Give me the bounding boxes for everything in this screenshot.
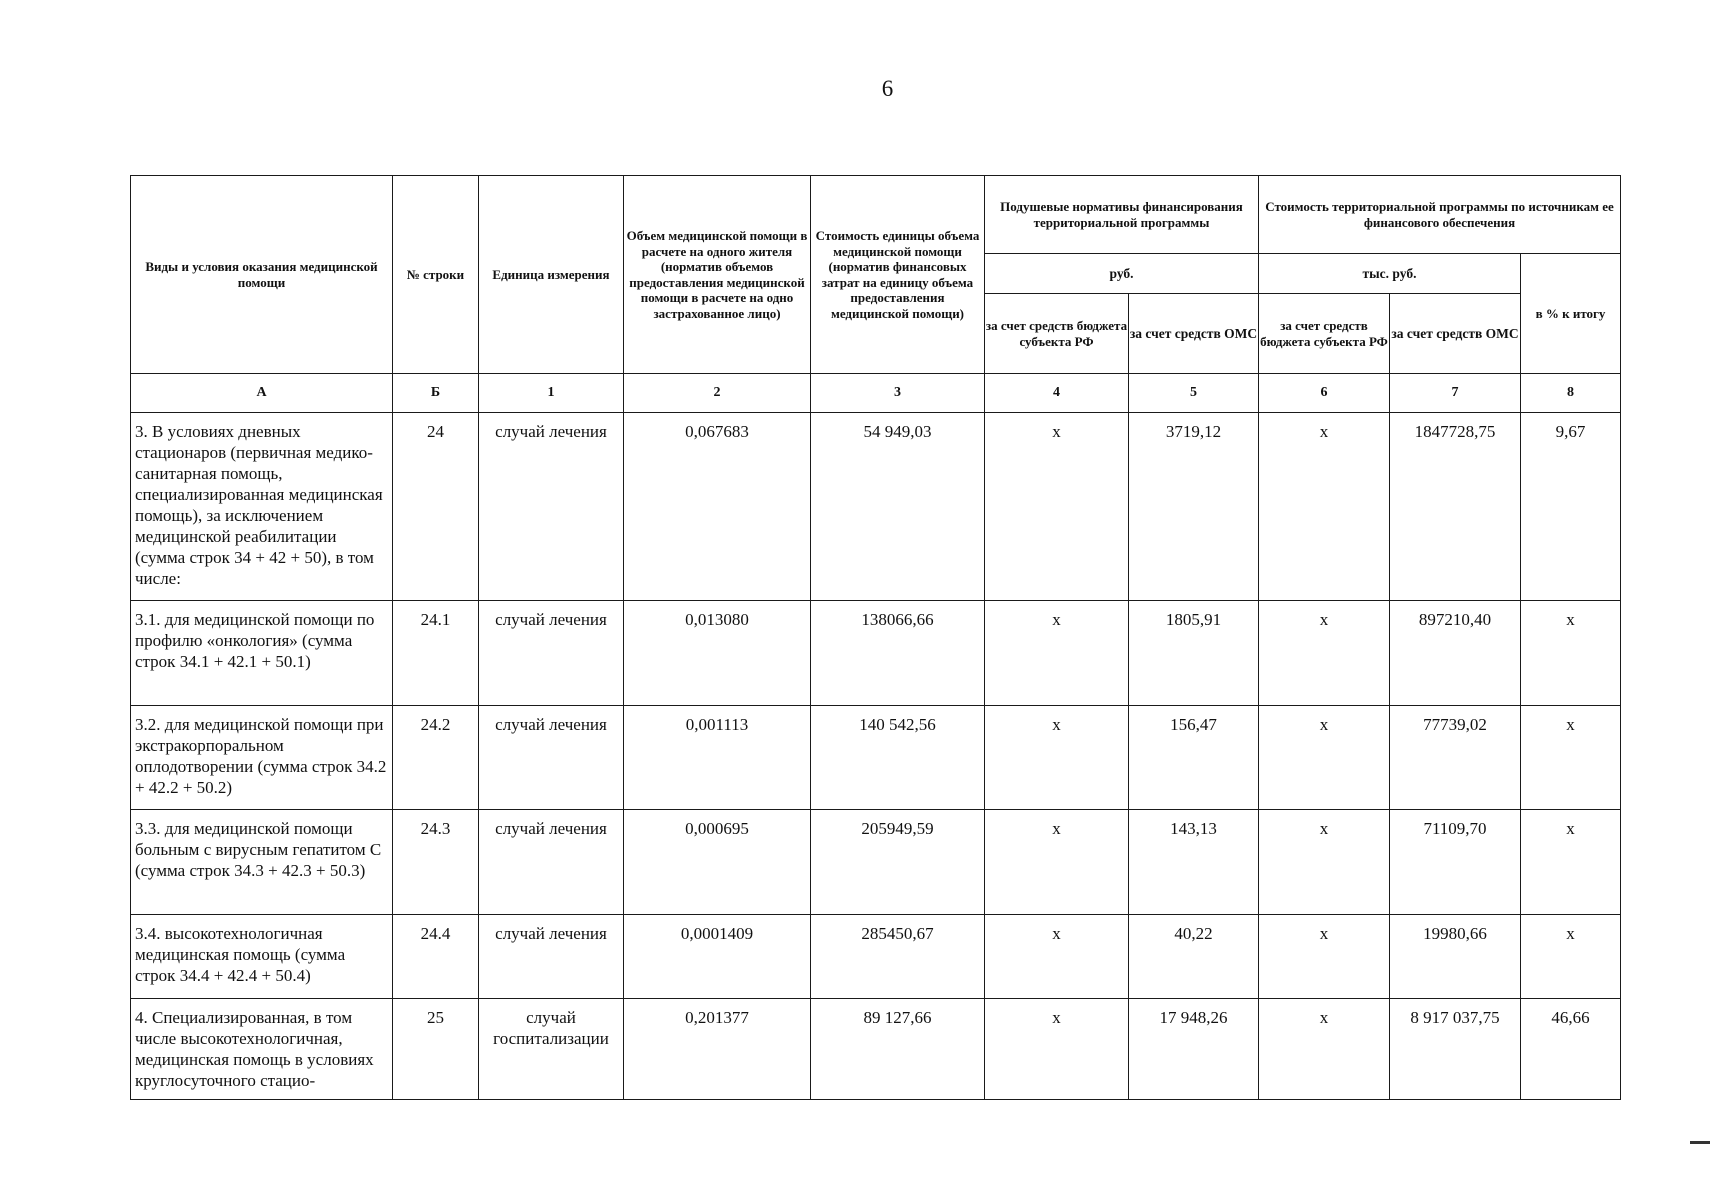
row-pc-oms: 156,47: [1129, 706, 1259, 810]
row-tc-oms: 897210,40: [1390, 601, 1521, 706]
row-tc-oms: 77739,02: [1390, 706, 1521, 810]
row-pc-oms: 40,22: [1129, 915, 1259, 999]
row-volume: 0,067683: [624, 413, 811, 601]
header-rub: руб.: [985, 254, 1259, 294]
row-unit: случай лечения: [479, 706, 624, 810]
header-tc-budget: за счет средств бюджета субъекта РФ: [1259, 294, 1390, 374]
row-volume: 0,001113: [624, 706, 811, 810]
row-line-no: 25: [393, 999, 479, 1100]
row-unit: случай лечения: [479, 413, 624, 601]
row-tc-budget: х: [1259, 810, 1390, 915]
row-unit: случай госпитализации: [479, 999, 624, 1100]
row-pc-budget: х: [985, 810, 1129, 915]
column-index-row: [131, 374, 1621, 413]
column-index: 7: [1390, 374, 1521, 413]
row-pct: х: [1521, 810, 1621, 915]
table-row: [131, 915, 1621, 999]
row-cost: 205949,59: [811, 810, 985, 915]
column-index: 3: [811, 374, 985, 413]
row-pc-oms: 3719,12: [1129, 413, 1259, 601]
column-index: Б: [393, 374, 479, 413]
row-line-no: 24.3: [393, 810, 479, 915]
header-volume: Объем медицинской помощи в расчете на одного жителя (норматив объемов предоставления медицинской помощи в расчете на одно застрахованное лицо): [624, 176, 811, 374]
row-pct: х: [1521, 706, 1621, 810]
row-tc-budget: х: [1259, 413, 1390, 601]
header-per-capita: Подушевые нормативы финансирования территориальной программы: [985, 176, 1259, 254]
header-tc-oms: за счет средств ОМС: [1390, 294, 1521, 374]
header-row-1: [131, 176, 1621, 254]
row-name: 3.1. для медицинской помощи по профилю «онкология» (сумма строк 34.1 + 42.1 + 50.1): [131, 601, 393, 706]
row-pc-budget: х: [985, 601, 1129, 706]
column-index: 1: [479, 374, 624, 413]
page-number: 6: [881, 76, 894, 101]
row-line-no: 24.4: [393, 915, 479, 999]
header-line-no: № строки: [393, 176, 479, 374]
row-pc-budget: х: [985, 999, 1129, 1100]
row-volume: 0,000695: [624, 810, 811, 915]
column-index: А: [131, 374, 393, 413]
column-index: 2: [624, 374, 811, 413]
row-tc-budget: х: [1259, 999, 1390, 1100]
row-pc-oms: 17 948,26: [1129, 999, 1259, 1100]
row-line-no: 24.1: [393, 601, 479, 706]
row-pc-oms: 1805,91: [1129, 601, 1259, 706]
row-volume: 0,0001409: [624, 915, 811, 999]
row-tc-oms: 19980,66: [1390, 915, 1521, 999]
row-unit: случай лечения: [479, 810, 624, 915]
row-name: 3.3. для медицинской помощи больным с вирусным гепатитом С (сумма строк 34.3 + 42.3 + 50.3): [131, 810, 393, 915]
table-row: [131, 810, 1621, 915]
row-pc-budget: х: [985, 413, 1129, 601]
row-tc-budget: х: [1259, 915, 1390, 999]
header-pct-total: в % к итогу: [1521, 254, 1621, 374]
row-pct: 46,66: [1521, 999, 1621, 1100]
table-row: [131, 601, 1621, 706]
row-cost: 285450,67: [811, 915, 985, 999]
row-pc-budget: х: [985, 706, 1129, 810]
header-program-cost: Стоимость территориальной программы по источникам ее финансового обеспечения: [1259, 176, 1621, 254]
row-pct: 9,67: [1521, 413, 1621, 601]
row-cost: 54 949,03: [811, 413, 985, 601]
row-line-no: 24.2: [393, 706, 479, 810]
table-row: [131, 706, 1621, 810]
row-volume: 0,013080: [624, 601, 811, 706]
row-tc-oms: 71109,70: [1390, 810, 1521, 915]
row-line-no: 24: [393, 413, 479, 601]
header-cost-unit: Стоимость единицы объема медицинской помощи (норматив финансовых затрат на единицу объема предоставления медицинской помощи): [811, 176, 985, 374]
row-pct: х: [1521, 601, 1621, 706]
header-thous-rub: тыс. руб.: [1259, 254, 1521, 294]
table-row: [131, 999, 1621, 1100]
header-types: Виды и условия оказания медицинской помощи: [131, 176, 393, 374]
header-pc-oms: за счет средств ОМС: [1129, 294, 1259, 374]
row-pc-budget: х: [985, 915, 1129, 999]
header-unit: Единица измерения: [479, 176, 624, 374]
column-index: 6: [1259, 374, 1390, 413]
column-index: 4: [985, 374, 1129, 413]
header-pc-budget: за счет средств бюджета субъекта РФ: [985, 294, 1129, 374]
row-unit: случай лечения: [479, 601, 624, 706]
table-row: [131, 413, 1621, 601]
row-unit: случай лечения: [479, 915, 624, 999]
row-cost: 138066,66: [811, 601, 985, 706]
row-name: 4. Специализированная, в том числе высокотехнологичная, медицинская помощь в условиях круглосуточного стацио-: [131, 999, 393, 1100]
row-cost: 140 542,56: [811, 706, 985, 810]
row-name: 3.2. для медицинской помощи при экстракорпоральном оплодотворении (сумма строк 34.2 + 42.2 + 50.2): [131, 706, 393, 810]
row-pc-oms: 143,13: [1129, 810, 1259, 915]
row-tc-oms: 1847728,75: [1390, 413, 1521, 601]
row-volume: 0,201377: [624, 999, 811, 1100]
financing-table: [130, 175, 1621, 1100]
column-index: 8: [1521, 374, 1621, 413]
scan-edge-mark: [1690, 1141, 1710, 1144]
row-pct: х: [1521, 915, 1621, 999]
row-tc-budget: х: [1259, 706, 1390, 810]
row-cost: 89 127,66: [811, 999, 985, 1100]
row-tc-oms: 8 917 037,75: [1390, 999, 1521, 1100]
column-index: 5: [1129, 374, 1259, 413]
row-tc-budget: х: [1259, 601, 1390, 706]
row-name: 3. В условиях дневных стационаров (первичная медико-санитарная помощь, специализированная медицинская помощь), за исключением медицинской реабилитации (сумма строк 34 + 42 + 50), в том числе:: [131, 413, 393, 601]
row-name: 3.4. высокотехнологичная медицинская помощь (сумма строк 34.4 + 42.4 + 50.4): [131, 915, 393, 999]
